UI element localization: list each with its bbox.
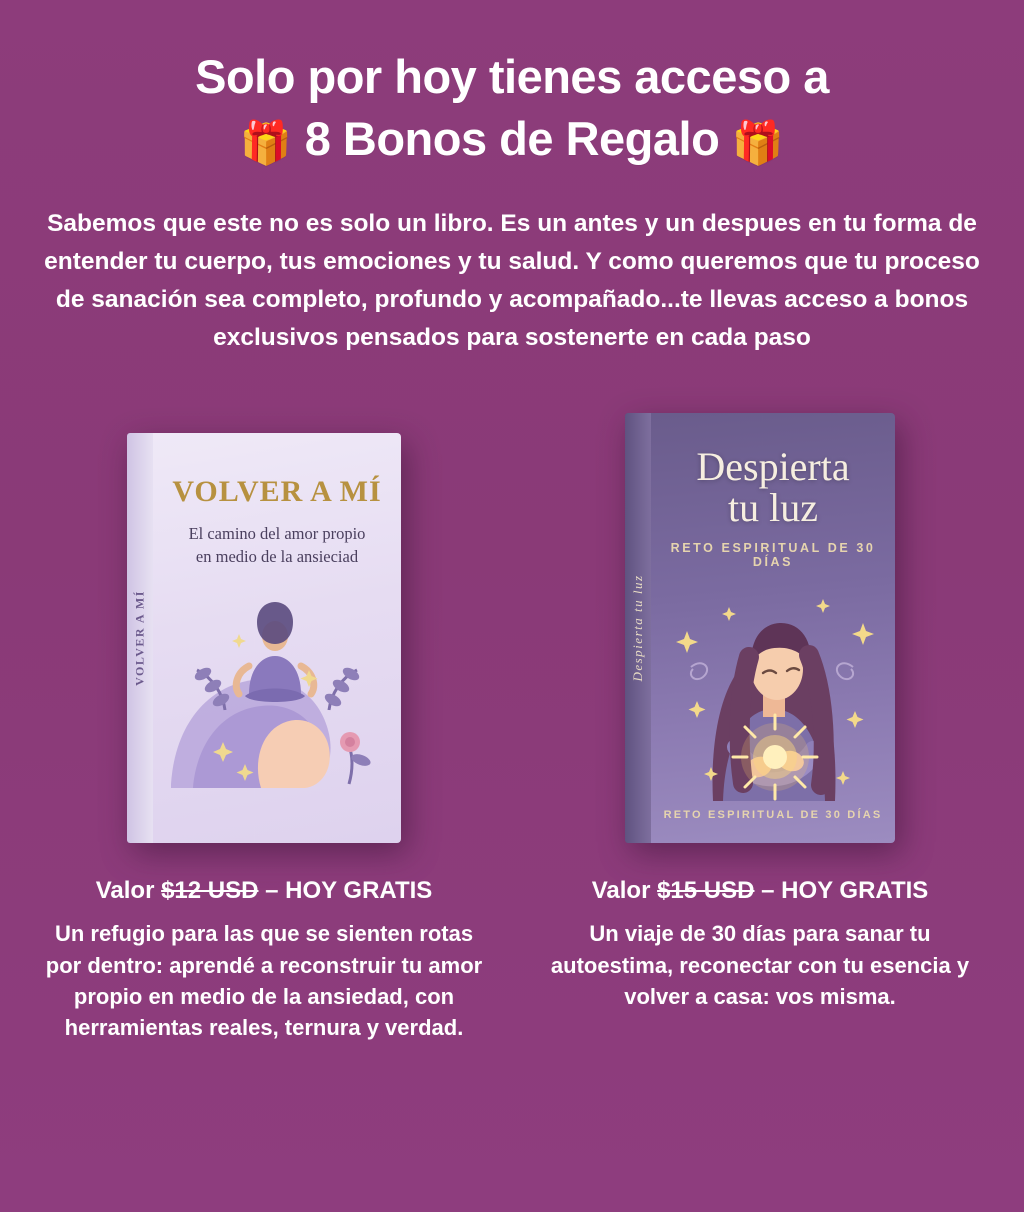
bonus-grid	[28, 413, 996, 1043]
book-cover-despierta-tu-luz	[625, 413, 895, 843]
bonus-description: Un viaje de 30 días para sanar tu autoestima, reconectar con tu esencia y volver a casa: vos misma.	[550, 921, 970, 1009]
value-prefix: Valor	[591, 877, 658, 905]
value-original-price: $15 USD	[657, 877, 755, 905]
book-spine	[625, 413, 651, 843]
illustration-svg	[153, 574, 401, 792]
page-title	[28, 0, 996, 170]
book-spine-label: VOLVER A MÍ	[132, 590, 147, 687]
value-suffix: – HOY GRATIS	[258, 877, 433, 905]
bonus-item	[34, 413, 494, 1043]
book-spine-label: Despierta tu luz	[630, 574, 645, 682]
value-suffix: – HOY GRATIS	[754, 877, 929, 905]
book-front-face	[153, 433, 401, 843]
book-title	[651, 444, 895, 531]
bonus-value-line	[592, 877, 929, 905]
cover-illustration-meditating-woman	[153, 574, 401, 792]
book-title-line-2: tu luz	[728, 485, 818, 531]
book-subtitle: RETO ESPIRITUAL DE 30 DÍAS	[670, 540, 876, 569]
headline-line-2	[28, 108, 996, 170]
cover-illustration-woman-with-light	[651, 571, 895, 806]
bonus-description: Un refugio para las que se sienten rotas por dentro: aprendé a reconstruir tu amor propio en medio de la ansiedad, con herramientas reales, ternura y verdad.	[45, 921, 483, 1041]
intro-paragraph: Sabemos que este no es solo un libro. Es un antes y un despues en tu forma de entender tu cuerpo, tus emociones y tu salud. Y como queremos que tu proceso de sanación sea completo, profundo y acompañado...te llevas acceso a bonos exclusivos pensados para sostenerte en cada paso	[44, 210, 980, 352]
bonus-item	[530, 413, 990, 1043]
book-subtitle-line-2: en medio de la ansieciad	[195, 546, 359, 566]
headline-line-2-text: 8 Bonos de Regalo	[304, 112, 720, 166]
illustration-svg	[651, 571, 895, 806]
book-subtitle	[153, 523, 401, 568]
headline-line-1: Solo por hoy tienes acceso a	[195, 50, 829, 103]
value-prefix: Valor	[95, 877, 162, 905]
book-title-line-1: Despierta	[696, 444, 850, 490]
book-cover-volver-a-mi	[127, 413, 401, 843]
book-3d	[127, 433, 401, 843]
book-spine	[127, 433, 153, 843]
book-front-face	[651, 413, 895, 843]
bonus-value-line	[96, 877, 433, 905]
value-original-price: $12 USD	[161, 877, 259, 905]
book-footer-label: RETO ESPIRITUAL DE 30 DÍAS	[663, 809, 883, 822]
gift-icon-right: 🎁	[731, 119, 785, 167]
gift-icon-left: 🎁	[239, 119, 293, 167]
book-title: VOLVER A MÍ	[172, 475, 382, 509]
book-3d	[625, 413, 895, 843]
book-subtitle-line-1: El camino del amor propio	[188, 524, 366, 544]
